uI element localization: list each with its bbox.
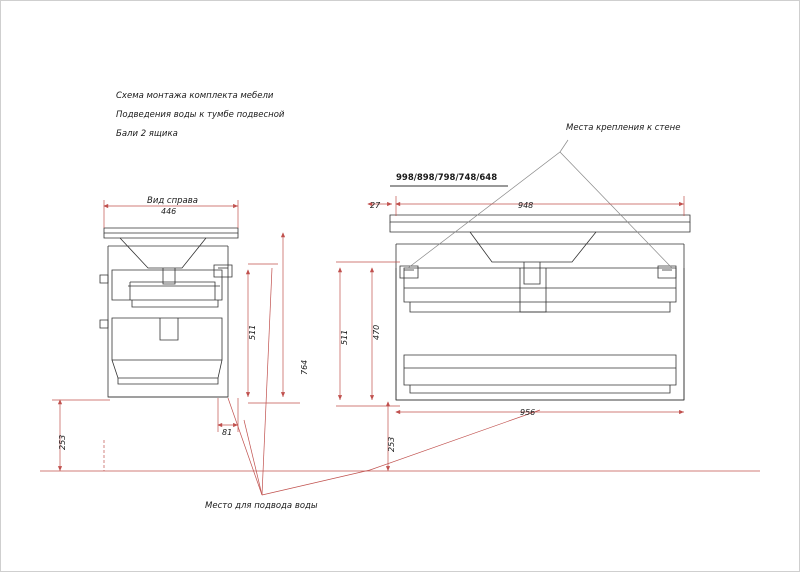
title-line-1: Схема монтажа комплекта мебели	[116, 91, 274, 101]
model-code-label: 998/898/798/748/648	[396, 173, 498, 183]
dim-front-253: 253	[387, 436, 396, 452]
title-line-2: Подведения воды к тумбе подвесной	[116, 110, 285, 120]
dim-front-27: 27	[370, 201, 381, 210]
wall-mount-label: Места крепления к стене	[566, 123, 681, 133]
dim-side-253: 253	[58, 434, 67, 450]
water-supply-label: Место для подвода воды	[205, 501, 318, 511]
dim-side-764: 764	[300, 359, 309, 375]
title-line-3: Бали 2 ящика	[116, 129, 178, 139]
dim-front-948: 948	[518, 201, 534, 210]
dim-front-956: 956	[520, 408, 536, 417]
dim-side-width: 446	[161, 207, 177, 216]
dim-side-81: 81	[222, 428, 233, 437]
side-view-label: Вид справа	[147, 196, 198, 206]
dim-side-511: 511	[248, 324, 257, 340]
dim-front-470: 470	[372, 324, 381, 340]
dim-front-511: 511	[340, 329, 349, 345]
